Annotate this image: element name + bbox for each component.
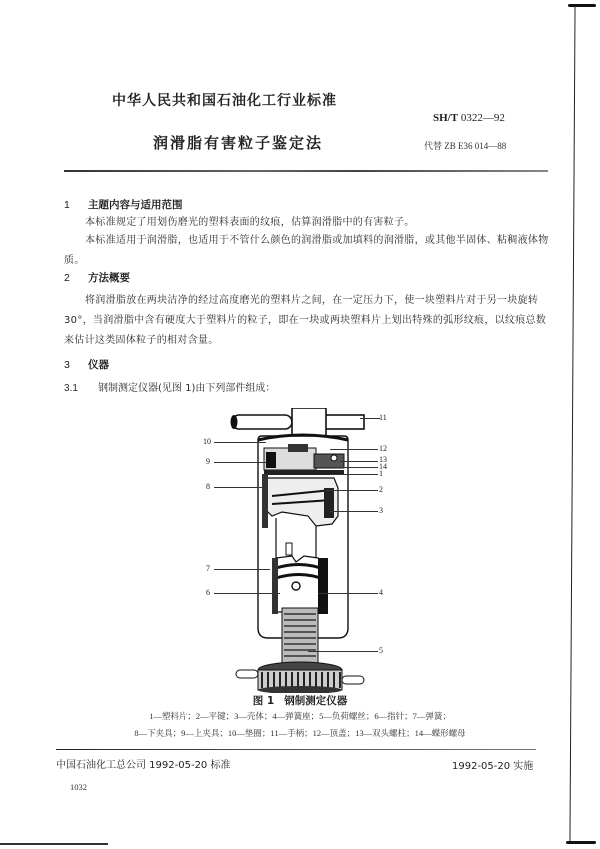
section-2-paragraph-1: 将润滑脂放在两块洁净的经过高度磨光的塑料片之间，在一定压力下，使一块塑料片对于另一块旋转 30°，当润滑脂中含有硬度大于塑料片的粒子，即在一块或两块塑料片上划出特殊的弧形纹痕，以纹痕总数来估计这类固体粒子的相对含量。 [64, 295, 547, 346]
figure-legend-line-2: 8—下夹具；9—上夹具；10—垫圈；11—手柄；12—顶盖；13—双头螺柱；14—蝶形螺母 [134, 728, 466, 738]
callout-2: 2 [379, 485, 383, 494]
section-1-paragraph-1: 本标准规定了用划伤磨光的塑料表面的纹痕，估算润滑脂中的有害粒子。 [85, 217, 415, 228]
callout-8: 8 [206, 482, 210, 491]
figure-caption: 图 1 钢制测定仪器 [252, 695, 348, 707]
callout-12: 12 [379, 444, 387, 453]
callout-14-leader [340, 467, 378, 468]
callout-10: 10 [203, 437, 211, 446]
subsection-3-1: 3.1 钢制测定仪器(见图 1)由下列部件组成： [64, 383, 276, 394]
replaces-standard: 代替 ZB E36 014—88 [424, 141, 507, 151]
callout-1: 1 [379, 469, 383, 478]
callout-9-leader [214, 462, 266, 463]
callout-4: 4 [379, 588, 383, 597]
callout-9: 9 [206, 457, 210, 466]
callout-11: 11 [379, 413, 387, 422]
callout-13-leader [340, 461, 378, 462]
callout-7: 7 [206, 564, 210, 573]
callout-12-leader [330, 449, 378, 450]
section-1-paragraph-2: 本标准适用于润滑脂，也适用于不管什么颜色的润滑脂或加填料的润滑脂，或其他半固体、粘稠液体物质。 [64, 235, 549, 266]
page-border-mark-top [568, 4, 596, 7]
header-divider [64, 170, 548, 172]
callout-8-leader [214, 487, 266, 488]
callout-13: 13 [379, 455, 387, 464]
callout-2-leader [326, 490, 378, 491]
page-title: 润滑脂有害粒子鉴定法 [153, 134, 324, 152]
effective-date: 1992-05-20 实施 [452, 761, 534, 772]
section-2-heading: 2 方法概要 [64, 272, 130, 284]
callout-6: 6 [206, 588, 210, 597]
callout-3: 3 [379, 506, 383, 515]
issuing-organization: 中国石油化工总公司 1992-05-20 标准 [56, 760, 231, 771]
standard-code-number: 0322—92 [460, 112, 505, 124]
page-number: 1032 [70, 782, 87, 792]
footer-divider [56, 749, 536, 750]
callout-5: 5 [379, 646, 383, 655]
callout-3-leader [330, 511, 378, 512]
callout-4-leader [318, 593, 378, 594]
page-bottom-rule [0, 843, 108, 845]
section-3-heading: 3 仪器 [64, 359, 109, 371]
section-1-heading: 1 主题内容与适用范围 [64, 199, 183, 211]
standard-code [433, 112, 505, 124]
figure-legend-line-1: 1—塑料片；2—平键；3—壳体；4—弹簧座；5—负荷螺丝；6—指针；7—弹簧； [149, 711, 451, 721]
page-border-mark-bottom [566, 841, 596, 844]
callout-14: 14 [379, 462, 387, 471]
standard-code-prefix: SH/T [433, 112, 459, 124]
callout-10-leader [214, 442, 266, 443]
callout-7-leader [214, 569, 270, 570]
standard-organization: 中华人民共和国石油化工行业标准 [112, 93, 337, 109]
callout-1-leader [330, 474, 378, 475]
callout-5-leader [308, 651, 378, 652]
callout-6-leader [214, 593, 280, 594]
callout-11-leader [360, 418, 380, 419]
